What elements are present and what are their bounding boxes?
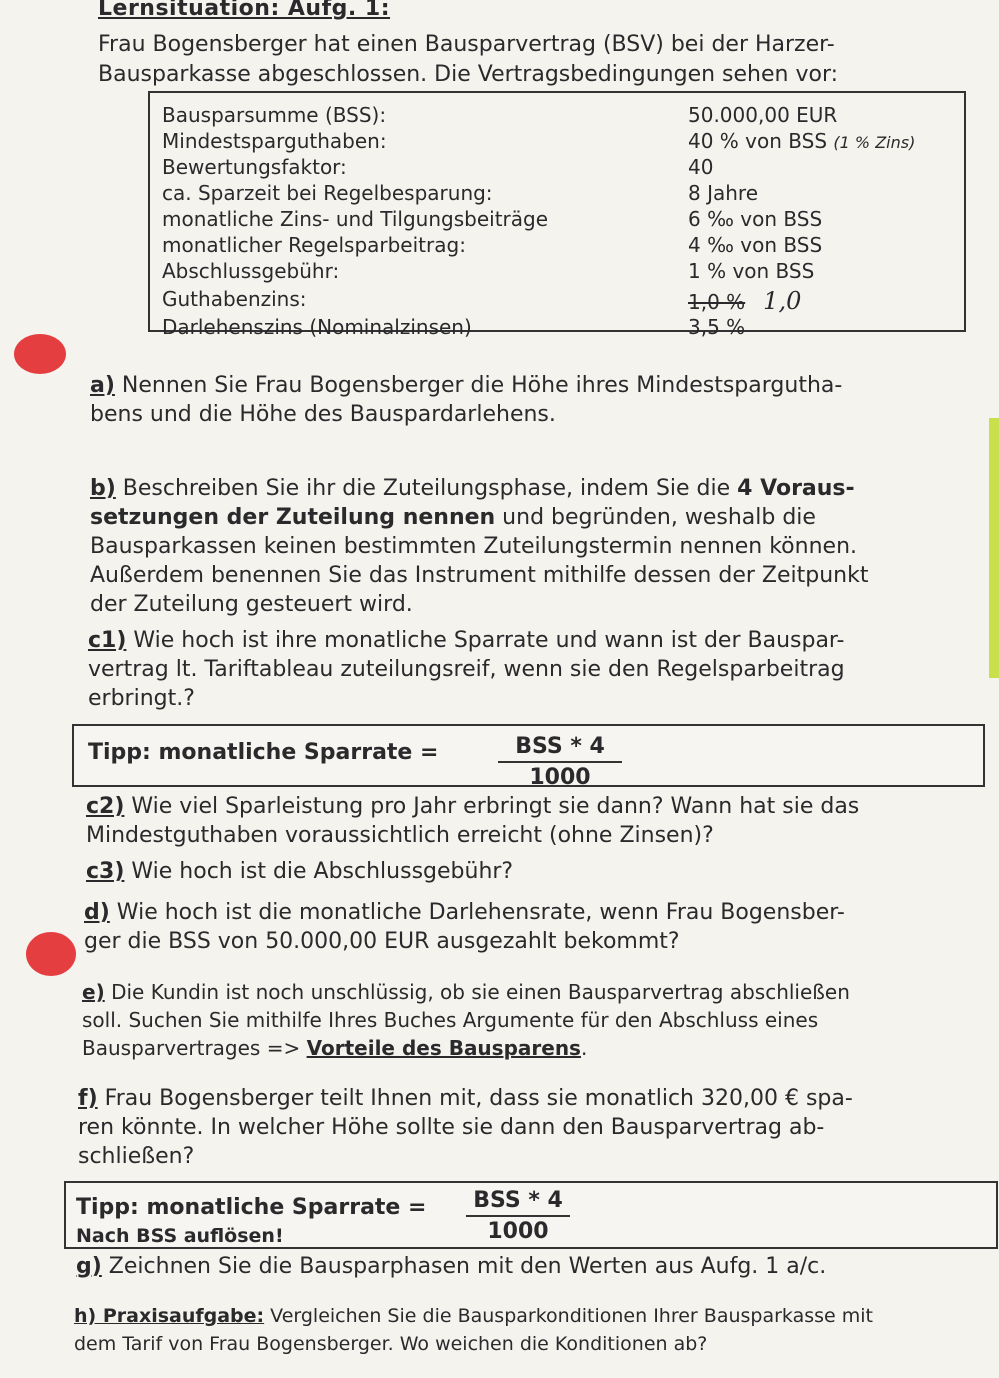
task-text: soll. Suchen Sie mithilfe Ihres Buches Argumente für den Abschluss eines [82,1008,819,1032]
page-title: Lernsituation: Aufg. 1: [98,0,391,21]
condition-value: 40 [688,155,714,179]
tip-text: Tipp: monatliche Sparrate = [76,1195,427,1220]
task-text: und begründen, weshalb die [495,505,816,530]
formula-denominator: 1000 [529,765,591,790]
task-label: d) [84,900,110,925]
task-text: ren könnte. In welcher Höhe sollte sie dann den Bausparvertrag ab- [78,1115,825,1140]
task-label: c2) [86,794,125,819]
task-e [82,978,850,1062]
condition-value: 50.000,00 EUR [688,103,838,127]
tip-box [72,724,985,790]
red-marker-dot [14,334,66,374]
task-label: h) Praxisaufgabe: [74,1305,265,1327]
task-text: Bausparvertrages => [82,1036,307,1060]
task-text: Wie hoch ist die Abschlussgebühr? [124,859,514,884]
handwritten-note: (1 % Zins) [833,133,916,152]
condition-row [162,315,962,341]
task-text: schließen? [78,1144,195,1169]
condition-row [162,259,962,285]
formula-fraction [498,734,622,790]
task-text: Die Kundin ist noch unschlüssig, ob sie einen Bausparvertrag abschließen [104,980,850,1004]
condition-label: ca. Sparzeit bei Regelbesparung: [162,181,493,205]
formula-denominator: 1000 [487,1219,549,1244]
task-label: c3) [86,859,125,884]
task-text: . [580,1036,588,1060]
condition-value: 6 ‰ von BSS [688,207,823,231]
intro-text [98,30,838,90]
highlighter-mark [989,418,999,678]
intro-line: Frau Bogensberger hat einen Bausparvertrag (BSV) bei der Harzer- [98,32,835,57]
tip-hint: Nach BSS auflösen! [76,1225,284,1247]
condition-value: 8 Jahre [688,181,758,205]
condition-row [162,155,962,181]
intro-line: Bausparkasse abgeschlossen. Die Vertragsbedingungen sehen vor: [98,62,839,87]
condition-label: Darlehenszins (Nominalzinsen) [162,315,472,339]
task-text: Bausparkassen keinen bestimmten Zuteilungstermin nennen können. [90,534,858,559]
task-text: ger die BSS von 50.000,00 EUR ausgezahlt bekommt? [84,929,680,954]
formula-fraction [466,1188,570,1244]
task-emphasis: setzungen der Zuteilung nennen [90,505,496,530]
task-g [76,1252,826,1281]
task-label: c1) [88,628,127,653]
task-label: e) [82,980,105,1004]
task-text: Wie hoch ist die monatliche Darlehensrate, wenn Frau Bogensber- [109,900,845,925]
task-c3 [86,857,513,886]
task-text: Frau Bogensberger teilt Ihnen mit, dass sie monatlich 320,00 € spa- [97,1086,853,1111]
task-text: Zeichnen Sie die Bausparphasen mit den Werten aus Aufg. 1 a/c. [101,1254,827,1279]
task-emphasis: 4 Voraus- [737,476,855,501]
task-text: Außerdem benennen Sie das Instrument mithilfe dessen der Zeitpunkt [90,563,869,588]
task-emphasis: Vorteile des Bausparens [306,1036,581,1060]
task-label: f) [78,1086,98,1111]
condition-row [162,129,962,155]
condition-label: Mindestsparguthaben: [162,129,387,153]
condition-row [162,287,962,313]
condition-label: monatliche Zins- und Tilgungsbeiträge [162,207,549,231]
struck-value: 1,0 % [688,290,746,314]
condition-value: 4 ‰ von BSS [688,233,823,257]
formula-numerator: BSS * 4 [498,734,622,763]
task-text: Wie viel Sparleistung pro Jahr erbringt sie dann? Wann hat sie das [124,794,860,819]
condition-row [162,103,962,129]
task-text: Wie hoch ist ihre monatliche Sparrate und wann ist der Bauspar- [126,628,845,653]
condition-row [162,207,962,233]
task-text: vertrag lt. Tariftableau zuteilungsreif, wenn sie den Regelsparbeitrag [88,657,845,682]
contract-conditions-table [148,91,966,339]
task-label: b) [90,476,116,501]
task-text: bens und die Höhe des Bauspardarlehens. [90,402,556,427]
handwritten-correction: 1,0 [763,287,802,315]
condition-value: 3,5 % [688,315,746,339]
condition-value [688,129,915,153]
task-text: erbringt.? [88,686,195,711]
red-marker-dot [26,932,76,976]
task-label: a) [90,373,115,398]
task-a [90,371,842,429]
condition-value-text: 40 % von BSS [688,129,828,153]
task-d [84,898,845,956]
formula-numerator: BSS * 4 [466,1188,570,1217]
task-text: der Zuteilung gesteuert wird. [90,592,413,617]
condition-label: monatlicher Regelsparbeitrag: [162,233,466,257]
task-text: Mindestguthaben voraussichtlich erreicht (ohne Zinsen)? [86,823,714,848]
condition-row [162,181,962,207]
condition-value [688,287,801,315]
condition-label: Bausparsumme (BSS): [162,103,387,127]
condition-label: Guthabenzins: [162,287,307,311]
tip-box [64,1181,998,1249]
task-c2 [86,792,859,850]
task-h [74,1302,873,1358]
condition-label: Abschlussgebühr: [162,259,340,283]
task-text: dem Tarif von Frau Bogensberger. Wo weichen die Konditionen ab? [74,1333,708,1355]
task-text: Beschreiben Sie ihr die Zuteilungsphase, indem Sie die [115,476,738,501]
tip-text: Tipp: monatliche Sparrate = [88,740,439,765]
condition-row [162,233,962,259]
condition-label: Bewertungsfaktor: [162,155,347,179]
task-b [90,474,868,619]
task-text: Vergleichen Sie die Bausparkonditionen Ihrer Bausparkasse mit [264,1305,873,1327]
condition-value: 1 % von BSS [688,259,815,283]
task-f [78,1084,853,1171]
task-text: Nennen Sie Frau Bogensberger die Höhe ihres Mindestspargutha- [114,373,843,398]
task-label: g) [76,1254,102,1279]
task-c1 [88,626,845,713]
